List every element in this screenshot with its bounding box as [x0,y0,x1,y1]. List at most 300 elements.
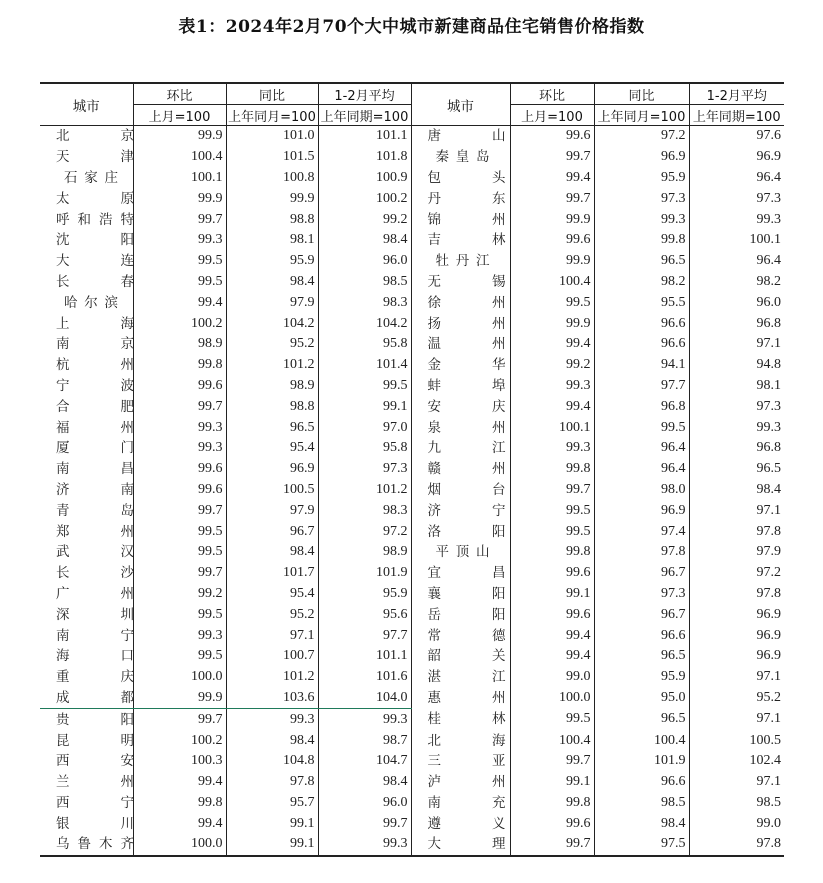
mom-value-right: 100.0 [510,688,594,709]
mom-value-left: 100.4 [133,147,226,168]
city-name-right [411,188,510,209]
table-row [40,751,784,772]
yoy-value-left: 104.2 [226,313,318,334]
yoy-value-left: 100.8 [226,168,318,189]
city-name-right [411,251,510,272]
avg-value-right: 102.4 [689,751,784,772]
city-name-left [40,230,133,251]
yoy-value-right: 97.4 [594,521,689,542]
city-label: 金 华 [427,357,506,374]
city-label: 武 汉 [56,544,134,561]
avg-value-right: 97.1 [689,334,784,355]
mom-value-left: 99.7 [133,709,226,730]
city-label: 西 宁 [56,794,134,811]
city-name-left [40,396,133,417]
city-label: 南 充 [427,794,506,811]
city-label: 洛 阳 [427,523,506,540]
mom-value-right: 99.7 [510,188,594,209]
yoy-value-left: 101.2 [226,355,318,376]
header-yoy-left: 同比 [226,83,318,105]
city-label: 遵 义 [427,815,506,832]
mom-value-left: 99.7 [133,563,226,584]
mom-value-left: 99.7 [133,396,226,417]
city-name-right [411,688,510,709]
mom-value-left: 100.3 [133,751,226,772]
city-label: 成 都 [56,689,134,706]
header-avg-base-left: 上年同期=100 [318,105,411,126]
table-row [40,230,784,251]
city-label: 桂 林 [427,711,506,728]
city-label: 烟 台 [427,481,506,498]
table-row [40,480,784,501]
mom-value-right: 99.6 [510,230,594,251]
city-label: 九 江 [427,440,506,457]
mom-value-right: 99.4 [510,646,594,667]
yoy-value-left: 98.4 [226,272,318,293]
city-label: 济 南 [56,481,134,498]
mom-value-right: 99.4 [510,334,594,355]
city-name-right [411,813,510,834]
yoy-value-left: 101.7 [226,563,318,584]
yoy-value-left: 97.1 [226,625,318,646]
mom-value-right: 99.8 [510,793,594,814]
city-name-right [411,521,510,542]
city-name-left [40,793,133,814]
yoy-value-right: 95.5 [594,292,689,313]
city-label: 大 连 [56,253,134,270]
avg-value-left: 99.1 [318,396,411,417]
avg-value-right: 97.8 [689,521,784,542]
mom-value-right: 99.9 [510,313,594,334]
yoy-value-right: 96.6 [594,772,689,793]
city-label: 合 肥 [56,398,134,415]
yoy-value-right: 99.3 [594,209,689,230]
avg-value-left: 101.8 [318,147,411,168]
city-label: 厦 门 [56,440,134,457]
city-label: 长 沙 [56,565,134,582]
yoy-value-right: 97.2 [594,126,689,147]
table-row [40,396,784,417]
table-row [40,272,784,293]
city-name-left [40,313,133,334]
city-label: 南 京 [56,336,134,353]
city-label: 哈尔滨 [64,294,124,311]
yoy-value-left: 98.8 [226,209,318,230]
city-label: 呼和浩特 [56,211,134,228]
city-name-left [40,646,133,667]
city-name-left [40,188,133,209]
city-label: 泸 州 [427,774,506,791]
city-label: 秦皇岛 [435,149,496,166]
city-label: 广 州 [56,585,134,602]
avg-value-right: 99.0 [689,813,784,834]
avg-value-left: 97.3 [318,459,411,480]
yoy-value-right: 96.5 [594,251,689,272]
yoy-value-left: 98.1 [226,230,318,251]
mom-value-left: 99.6 [133,376,226,397]
yoy-value-left: 95.9 [226,251,318,272]
mom-value-left: 99.9 [133,188,226,209]
yoy-value-right: 96.6 [594,334,689,355]
mom-value-left: 99.8 [133,793,226,814]
mom-value-right: 99.7 [510,480,594,501]
table-row [40,604,784,625]
avg-value-right: 97.3 [689,396,784,417]
table-row [40,126,784,147]
yoy-value-right: 95.9 [594,168,689,189]
city-name-right [411,313,510,334]
city-label: 银 川 [56,815,134,832]
yoy-value-right: 96.4 [594,438,689,459]
yoy-value-left: 97.9 [226,500,318,521]
avg-value-right: 99.3 [689,417,784,438]
mom-value-right: 100.1 [510,417,594,438]
avg-value-right: 97.8 [689,584,784,605]
mom-value-left: 99.6 [133,480,226,501]
table-row [40,168,784,189]
avg-value-left: 95.9 [318,584,411,605]
city-name-left [40,688,133,709]
mom-value-right: 99.6 [510,563,594,584]
avg-value-left: 98.3 [318,500,411,521]
avg-value-left: 101.2 [318,480,411,501]
yoy-value-left: 96.7 [226,521,318,542]
city-name-left [40,604,133,625]
avg-value-right: 96.0 [689,292,784,313]
mom-value-right: 99.7 [510,834,594,856]
city-label: 上 海 [56,315,134,332]
yoy-value-left: 101.2 [226,667,318,688]
avg-value-right: 96.9 [689,646,784,667]
mom-value-left: 99.5 [133,604,226,625]
yoy-value-right: 96.7 [594,563,689,584]
mom-value-right: 99.0 [510,667,594,688]
avg-value-left: 95.8 [318,334,411,355]
mom-value-right: 99.5 [510,500,594,521]
city-name-left [40,542,133,563]
avg-value-right: 97.8 [689,834,784,856]
avg-value-right: 96.9 [689,147,784,168]
yoy-value-right: 96.7 [594,604,689,625]
yoy-value-right: 98.0 [594,480,689,501]
header-city-left: 城市 [40,83,133,126]
mom-value-left: 99.5 [133,646,226,667]
yoy-value-right: 96.5 [594,709,689,730]
mom-value-left: 100.2 [133,730,226,751]
yoy-value-right: 99.8 [594,230,689,251]
avg-value-left: 98.5 [318,272,411,293]
city-name-left [40,500,133,521]
table-row [40,521,784,542]
table-row [40,834,784,856]
city-name-left [40,834,133,856]
mom-value-right: 99.7 [510,751,594,772]
avg-value-left: 96.0 [318,793,411,814]
header-yoy-right: 同比 [594,83,689,105]
city-name-right [411,793,510,814]
city-name-right [411,646,510,667]
mom-value-right: 99.3 [510,376,594,397]
city-label: 天 津 [56,149,134,166]
table-row [40,772,784,793]
city-label: 大 理 [427,836,506,853]
city-label: 惠 州 [427,690,506,707]
avg-value-right: 98.1 [689,376,784,397]
table-header [40,83,784,126]
city-name-right [411,480,510,501]
city-name-right [411,272,510,293]
city-label: 济 宁 [427,502,506,519]
yoy-value-left: 99.3 [226,709,318,730]
yoy-value-left: 100.5 [226,480,318,501]
city-label: 徐 州 [427,294,506,311]
header-yoy-base-left: 上年同月=100 [226,105,318,126]
city-label: 南 宁 [56,627,134,644]
avg-value-left: 99.3 [318,709,411,730]
city-name-right [411,438,510,459]
table-row [40,147,784,168]
city-name-left [40,625,133,646]
city-label: 重 庆 [56,669,134,686]
table-row [40,584,784,605]
city-name-right [411,417,510,438]
yoy-value-right: 96.9 [594,500,689,521]
yoy-value-left: 100.7 [226,646,318,667]
avg-value-right: 96.4 [689,168,784,189]
table-row [40,793,784,814]
table-row [40,813,784,834]
city-label: 深 圳 [56,606,134,623]
mom-value-right: 99.6 [510,604,594,625]
city-label: 兰 州 [56,774,134,791]
avg-value-left: 98.4 [318,230,411,251]
city-label: 赣 州 [427,461,506,478]
table-row [40,709,784,730]
avg-value-left: 99.3 [318,834,411,856]
avg-value-left: 98.9 [318,542,411,563]
avg-value-right: 96.5 [689,459,784,480]
table-row [40,376,784,397]
table-row [40,355,784,376]
city-name-left [40,751,133,772]
table-body [40,126,784,856]
mom-value-right: 99.4 [510,625,594,646]
city-label: 西 安 [56,753,134,770]
city-name-right [411,230,510,251]
city-label: 昆 明 [56,732,134,749]
header-mom-left: 环比 [133,83,226,105]
mom-value-right: 99.8 [510,459,594,480]
header-mom-base-right: 上月=100 [510,105,594,126]
city-label: 温 州 [427,336,506,353]
table-row [40,292,784,313]
mom-value-left: 99.6 [133,459,226,480]
avg-value-right: 97.3 [689,188,784,209]
yoy-value-right: 99.5 [594,417,689,438]
city-label: 平顶山 [435,544,496,561]
city-label: 沈 阳 [56,232,134,249]
city-label: 南 昌 [56,461,134,478]
avg-value-left: 101.9 [318,563,411,584]
yoy-value-left: 103.6 [226,688,318,709]
avg-value-left: 98.3 [318,292,411,313]
table-row [40,730,784,751]
city-name-left [40,730,133,751]
yoy-value-right: 100.4 [594,730,689,751]
mom-value-right: 99.5 [510,292,594,313]
mom-value-left: 99.5 [133,542,226,563]
mom-value-left: 99.4 [133,292,226,313]
avg-value-right: 95.2 [689,688,784,709]
city-name-left [40,147,133,168]
yoy-value-right: 97.5 [594,834,689,856]
header-mom-base-left: 上月=100 [133,105,226,126]
avg-value-left: 95.8 [318,438,411,459]
city-name-right [411,292,510,313]
yoy-value-right: 98.4 [594,813,689,834]
yoy-value-right: 94.1 [594,355,689,376]
table-row [40,688,784,709]
avg-value-right: 100.1 [689,230,784,251]
city-label: 包 头 [427,169,506,186]
yoy-value-right: 97.8 [594,542,689,563]
city-label: 海 口 [56,648,134,665]
avg-value-left: 99.7 [318,813,411,834]
avg-value-left: 97.0 [318,417,411,438]
city-name-left [40,667,133,688]
table-row [40,188,784,209]
mom-value-right: 99.4 [510,396,594,417]
city-name-right [411,730,510,751]
mom-value-left: 99.5 [133,272,226,293]
avg-value-right: 96.4 [689,251,784,272]
city-label: 宜 昌 [427,565,506,582]
yoy-value-left: 96.9 [226,459,318,480]
avg-value-right: 98.5 [689,793,784,814]
avg-value-right: 98.4 [689,480,784,501]
yoy-value-left: 99.1 [226,834,318,856]
avg-value-right: 97.6 [689,126,784,147]
mom-value-right: 99.4 [510,168,594,189]
city-label: 福 州 [56,419,134,436]
avg-value-left: 101.6 [318,667,411,688]
yoy-value-left: 98.4 [226,730,318,751]
header-avg-base-right: 上年同期=100 [689,105,784,126]
yoy-value-left: 96.5 [226,417,318,438]
avg-value-left: 98.7 [318,730,411,751]
mom-value-right: 99.6 [510,813,594,834]
mom-value-right: 99.6 [510,126,594,147]
city-label: 太 原 [56,190,134,207]
avg-value-right: 100.5 [689,730,784,751]
avg-value-right: 97.1 [689,709,784,730]
yoy-value-left: 97.8 [226,772,318,793]
city-name-right [411,667,510,688]
city-label: 安 庆 [427,398,506,415]
table-title: 表1：2024年2月70个大中城市新建商品住宅销售价格指数 [178,17,645,37]
city-label: 韶 关 [427,648,506,665]
city-label: 湛 江 [427,669,506,686]
mom-value-left: 99.7 [133,500,226,521]
avg-value-left: 100.9 [318,168,411,189]
avg-value-left: 104.2 [318,313,411,334]
avg-value-left: 99.2 [318,209,411,230]
avg-value-right: 98.2 [689,272,784,293]
avg-value-left: 99.5 [318,376,411,397]
avg-value-right: 96.9 [689,604,784,625]
avg-value-right: 97.9 [689,542,784,563]
city-label: 无 锡 [427,273,506,290]
mom-value-left: 99.3 [133,417,226,438]
city-label: 常 德 [427,627,506,644]
yoy-value-left: 98.4 [226,542,318,563]
city-label: 杭 州 [56,357,134,374]
mom-value-right: 99.7 [510,147,594,168]
city-name-right [411,563,510,584]
city-name-right [411,500,510,521]
mom-value-left: 100.0 [133,667,226,688]
avg-value-left: 97.7 [318,625,411,646]
city-name-right [411,459,510,480]
mom-value-left: 99.9 [133,688,226,709]
city-label: 北 海 [427,732,506,749]
table-row [40,646,784,667]
yoy-value-left: 104.8 [226,751,318,772]
city-label: 泉 州 [427,419,506,436]
city-name-left [40,292,133,313]
city-name-right [411,209,510,230]
yoy-value-right: 97.3 [594,584,689,605]
city-name-left [40,480,133,501]
mom-value-left: 99.2 [133,584,226,605]
mom-value-left: 99.8 [133,355,226,376]
table-row [40,334,784,355]
city-name-left [40,813,133,834]
yoy-value-right: 96.5 [594,646,689,667]
city-name-left [40,459,133,480]
avg-value-right: 99.3 [689,209,784,230]
yoy-value-right: 95.9 [594,667,689,688]
city-label: 北 京 [56,128,134,145]
avg-value-right: 97.1 [689,667,784,688]
table-row [40,542,784,563]
mom-value-left: 99.9 [133,126,226,147]
city-name-right [411,376,510,397]
yoy-value-left: 95.7 [226,793,318,814]
avg-value-right: 97.2 [689,563,784,584]
yoy-value-right: 96.4 [594,459,689,480]
city-name-right [411,334,510,355]
header-avg-left: 1-2月平均 [318,83,411,105]
city-label: 乌鲁木齐 [56,836,134,853]
city-name-left [40,438,133,459]
mom-value-left: 99.3 [133,438,226,459]
table-row [40,625,784,646]
city-name-left [40,584,133,605]
city-name-right [411,355,510,376]
city-name-left [40,209,133,230]
city-label: 青 岛 [56,502,134,519]
city-name-right [411,751,510,772]
city-name-right [411,147,510,168]
yoy-value-right: 97.3 [594,188,689,209]
city-label: 长 春 [56,273,134,290]
yoy-value-left: 95.2 [226,334,318,355]
yoy-value-right: 96.8 [594,396,689,417]
yoy-value-right: 97.7 [594,376,689,397]
price-index-table [40,82,784,857]
yoy-value-right: 96.6 [594,625,689,646]
